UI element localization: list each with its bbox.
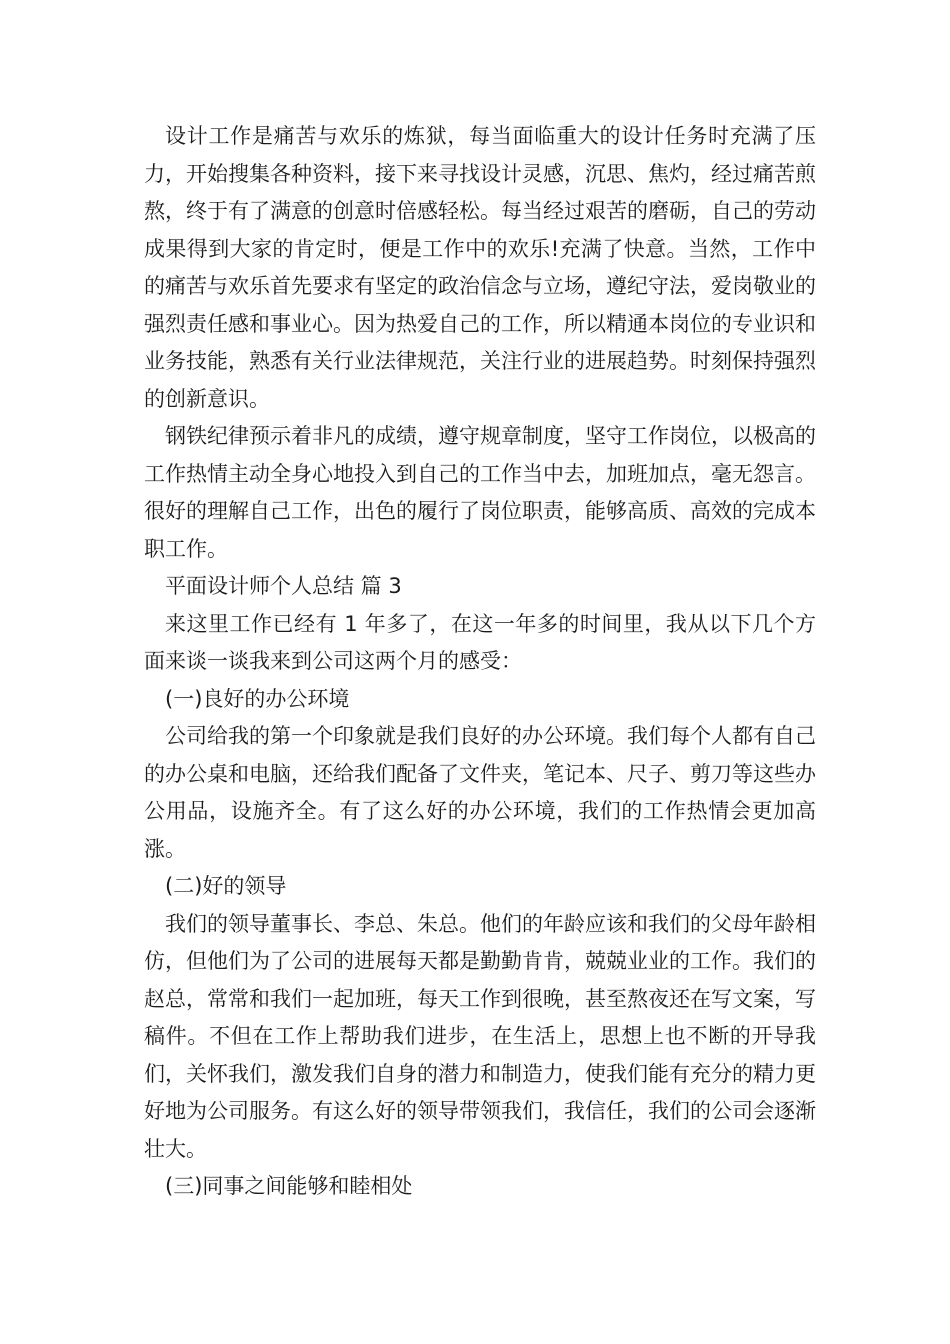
section-title: 平面设计师个人总结 篇 3 (165, 574, 402, 598)
paragraph-intro: 来这里工作已经有 1 年多了，在这一年多的时间里，我从以下几个方面来谈一谈我来到公司这两个月的感受： (144, 611, 816, 673)
paragraph-design-work: 设计工作是痛苦与欢乐的炼狱，每当面临重大的设计任务时充满了压力，开始搜集各种资料，接下来寻找设计灵感，沉思、焦灼，经过痛苦煎熬，终于有了满意的创意时倍感轻松。每当经过艰苦的磨砺，自己的劳动成果得到大家的肯定时，便是工作中的欢乐!充满了快意。当然，工作中的痛苦与欢乐首先要求有坚定的政治信念与立场，遵纪守法，爱岗敬业的强烈责任感和事业心。因为热爱自己的工作，所以精通本岗位的专业识和业务技能，熟悉有关行业法律规范，关注行业的进展趋势。时刻保持强烈的创新意识。 (144, 124, 816, 411)
subheading-colleagues: (三)同事之间能够和睦相处 (165, 1174, 413, 1198)
paragraph-discipline: 钢铁纪律预示着非凡的成绩，遵守规章制度，坚守工作岗位，以极高的工作热情主动全身心地投入到自己的工作当中去，加班加点，毫无怨言。很好的理解自己工作，出色的履行了岗位职责，能够高质、高效的完成本职工作。 (144, 424, 816, 561)
subheading-office-environment: (一)良好的办公环境 (165, 686, 350, 711)
subheading-leadership: (二)好的领导 (165, 874, 287, 898)
paragraph-leadership: 我们的领导董事长、李总、朱总。他们的年龄应该和我们的父母年龄相仿，但他们为了公司的进展每天都是勤勤肯肯，兢兢业业的工作。我们的赵总，常常和我们一起加班，每天工作到很晚，甚至熬夜还在写文案，写稿件。不但在工作上帮助我们进步，在生活上，思想上也不断的开导我们，关怀我们，激发我们自身的潜力和制造力，使我们能有充分的精力更好地为公司服务。有这么好的领导带领我们，我信任，我们的公司会逐渐壮大。 (144, 911, 816, 1161)
document-body (144, 118, 816, 1206)
paragraph-office-environment: 公司给我的第一个印象就是我们良好的办公环境。我们每个人都有自己的办公桌和电脑，还给我们配备了文件夹，笔记本、尺子、剪刀等这些办公用品，设施齐全。有了这么好的办公环境，我们的工作热情会更加高涨。 (144, 724, 816, 861)
